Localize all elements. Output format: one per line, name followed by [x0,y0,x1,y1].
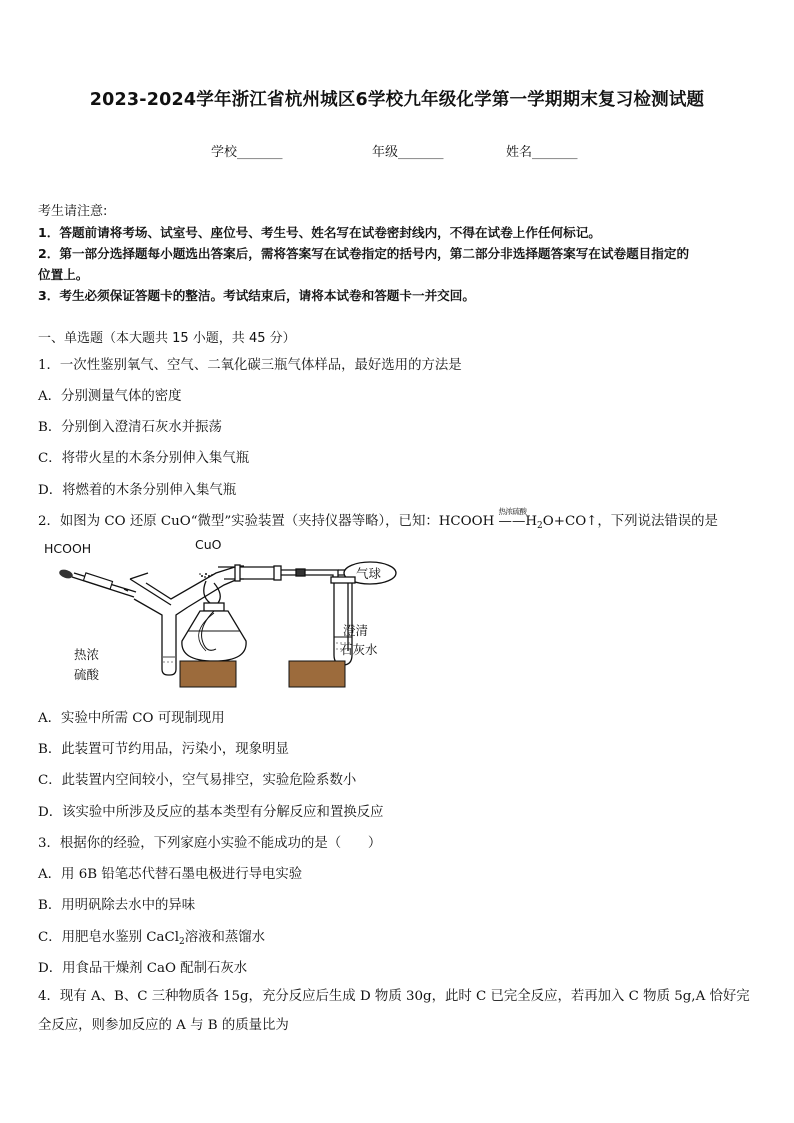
label-cuo: CuO [195,537,222,552]
wooden-block-right [289,661,345,687]
notice-item-1: 1．答题前请将考场、试室号、座位号、考生号、姓名写在试卷密封线内，不得在试卷上作任何标记。 [38,225,601,240]
school-field[interactable]: 学校_______ [211,145,283,160]
q3-option-c[interactable] [38,926,763,947]
section-heading: 一、单选题（本大题共 15 小题，共 45 分） [38,331,296,346]
student-info-row [0,141,794,161]
q1-stem: 1．一次性鉴别氧气、空气、二氧化碳三瓶气体样品，最好选用的方法是 [38,358,462,373]
q2-option-a[interactable]: A．实验中所需 CO 可现制现用 [38,711,225,726]
notice-item-2-cont: 位置上。 [38,267,89,282]
name-field[interactable]: 姓名_______ [506,145,578,160]
label-lime-1: 澄清 [343,623,369,638]
notice-block [38,201,763,306]
q3-option-c-part-b: 溶液和蒸馏水 [184,930,266,945]
dropper [58,568,136,597]
page-title: 2023-2024学年浙江省杭州城区6学校九年级化学第一学期期末复习检测试题 [89,90,705,110]
label-balloon: 气球 [356,566,382,581]
label-acid-1: 热浓 [74,647,100,662]
q2-option-b[interactable]: B．此装置可节约用品，污染小，现象明显 [38,742,289,757]
alcohol-lamp [182,581,246,661]
q3-option-b[interactable]: B．用明矾除去水中的异味 [38,898,196,913]
q1-option-a[interactable]: A．分别测量气体的密度 [38,389,182,404]
q1-option-c[interactable]: C．将带火星的木条分别伸入集气瓶 [38,451,250,466]
q2-stem-part-c: O+CO↑，下列说法错误的是 [542,514,718,529]
reaction-condition: 热浓硫酸 —— [498,507,527,529]
notice-item-3: 3．考生必须保证答题卡的整洁。考试结束后，请将本试卷和答题卡一并交回。 [38,288,475,303]
q2-option-c[interactable]: C．此装置内空间较小，空气易排空，实验危险系数小 [38,773,357,788]
q2-stem-part-a: 2．如图为 CO 还原 CuO“微型”实验装置（夹持仪器等略），已知：HCOOH [38,514,499,529]
notice-head: 考生请注意: [38,204,108,219]
grade-field[interactable]: 年级_______ [372,145,444,160]
label-hcooh: HCOOH [44,541,92,556]
q3-option-a[interactable]: A．用 6B 铅笔芯代替石墨电极进行导电实验 [38,867,303,882]
condition-text: 热浓硫酸 [498,507,527,516]
q3-stem: 3．根据你的经验，下列家庭小实验不能成功的是（ ） [38,836,382,851]
wooden-block-left [180,661,236,687]
apparatus-diagram [38,533,418,693]
q3-option-d[interactable]: D．用食品干燥剂 CaO 配制石灰水 [38,961,248,976]
q2-stem-sub: 2 [537,521,543,531]
q2-stem [38,507,763,531]
apparatus-figure [38,533,418,693]
label-lime-2: 石灰水 [340,642,378,657]
q4-stem: 4．现有 A、B、C 三种物质各 15g，充分反应后生成 D 物质 30g，此时 C 已完全反应，若再加入 C 物质 5g,A 恰好完全反应，则参加反应的 A 与 B 的质量比为 [38,989,750,1033]
notice-item-2: 2．第一部分选择题每小题选出答案后，需将答案写在试卷指定的括号内，第二部分非选择题答案写在试卷题目指定的 [38,246,690,261]
q1-option-b[interactable]: B．分别倒入澄清石灰水并振荡 [38,420,222,435]
q3-option-c-part-a: C．用肥皂水鉴别 CaCl [38,930,179,945]
q2-option-d[interactable]: D．该实验中所涉及反应的基本类型有分解反应和置换反应 [38,805,384,820]
q2-stem-part-b: H [525,514,538,529]
reaction-tube [218,565,281,581]
label-acid-2: 硫酸 [74,667,100,682]
q3-option-c-sub: 2 [179,937,185,947]
q1-option-d[interactable]: D．将燃着的木条分别伸入集气瓶 [38,483,237,498]
